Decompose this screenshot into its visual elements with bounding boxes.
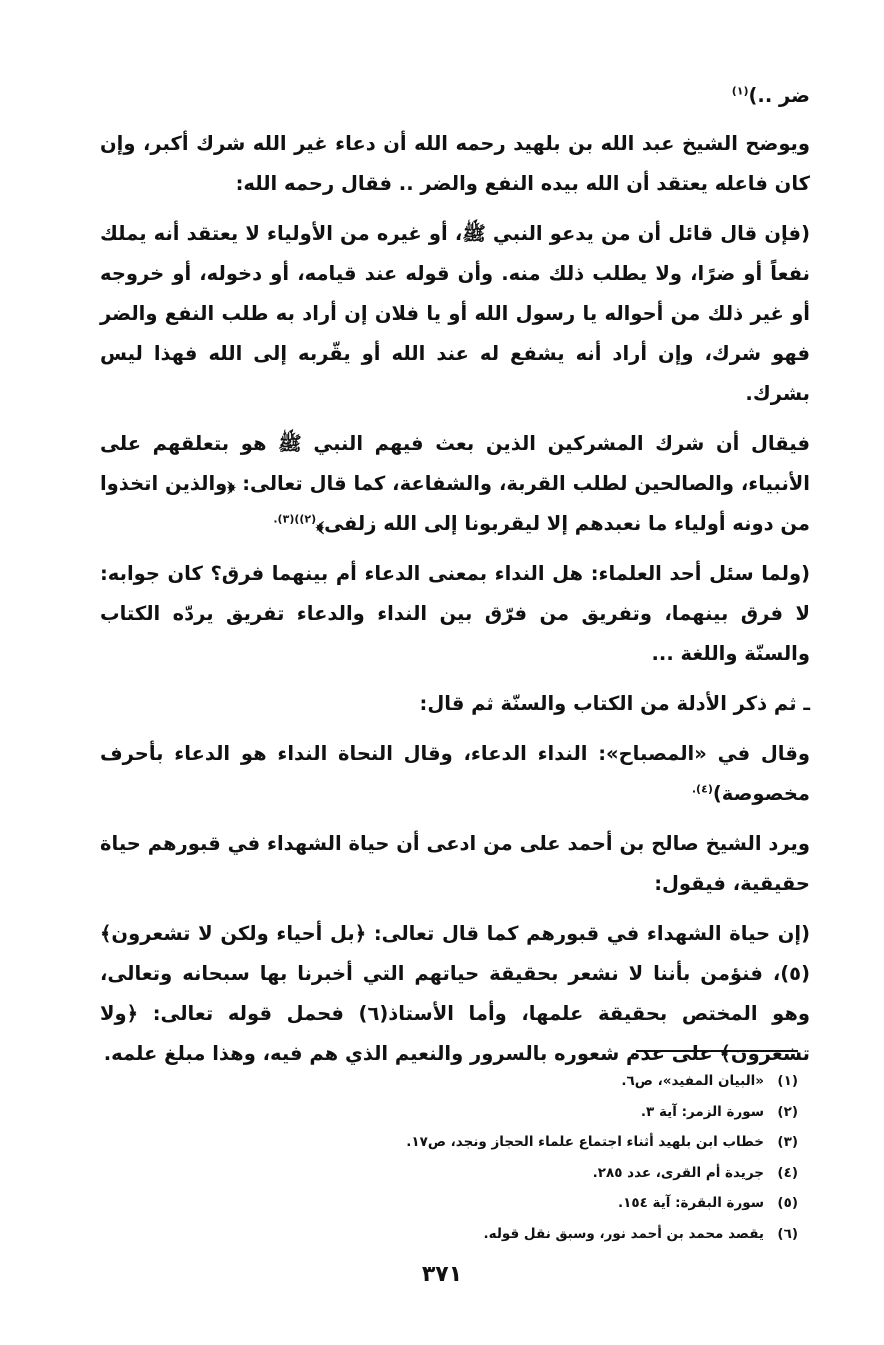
paragraph-5 bbox=[100, 554, 810, 674]
paragraph-text: ويرد الشيخ صالح بن أحمد على من ادعى أن حياة الشهداء في قبورهم حياة حقيقية، فيقول: bbox=[100, 832, 810, 895]
footnote-text: سورة البقرة: آية ١٥٤. bbox=[617, 1195, 764, 1211]
footnote-item bbox=[300, 1188, 798, 1219]
paragraph-3 bbox=[100, 214, 810, 414]
footnote-number: (١) bbox=[777, 1073, 798, 1089]
page-number: ٣٧١ bbox=[421, 1262, 463, 1287]
footnote-text: «البيان المفيد»، ص٦. bbox=[621, 1073, 764, 1089]
footnote-text: جريدة أم القرى، عدد ٢٨٥. bbox=[592, 1164, 764, 1181]
paragraph-text: ويوضح الشيخ عبد الله بن بلهيد رحمه الله أن دعاء غير الله شرك أكبر، وإن كان فاعله يعتقد أن الله بيده النفع والضر .. فقال رحمه الله: bbox=[100, 132, 810, 195]
paragraph-4 bbox=[100, 424, 810, 544]
paragraph-6 bbox=[100, 684, 810, 724]
footnote-divider bbox=[636, 1050, 798, 1052]
paragraph-text: ضر ..) bbox=[748, 84, 810, 107]
page-body bbox=[100, 76, 810, 1084]
paragraph-2 bbox=[100, 124, 810, 204]
paragraph-text: ـ ثم ذكر الأدلة من الكتاب والسنّة ثم قال: bbox=[419, 692, 810, 715]
footnote-number: (٢) bbox=[777, 1103, 798, 1120]
paragraph-8 bbox=[100, 824, 810, 904]
footnote-text: سورة الزمر: آية ٣. bbox=[640, 1103, 764, 1120]
footnote-number: (٥) bbox=[777, 1195, 798, 1211]
paragraph-1 bbox=[100, 76, 810, 116]
footnote-number: (٤) bbox=[777, 1164, 798, 1181]
paragraph-text: (ولما سئل أحد العلماء: هل النداء بمعنى الدعاء أم بينهما فرق؟ كان جوابه: لا فرق بينهما، وتفريق من فرّق بين النداء والدعاء تفريق يردّه الكتاب والسنّة واللغة ... bbox=[100, 562, 810, 665]
paragraph-text: وقال في «المصباح»: النداء الدعاء، وقال النحاة النداء هو الدعاء بأحرف مخصوصة) bbox=[100, 742, 810, 805]
paragraph-text: (فإن قال قائل أن من يدعو النبي ﷺ، أو غيره من الأولياء لا يعتقد أنه يملك نفعاً أو ضرًا، ولا يطلب ذلك منه. وأن قوله عند قيامه، أو دخوله، أو خروجه أو غير ذلك من أحواله يا رسول الله أو يا فلان إن أراد به طلب النفع والضر فهو شرك، وإن أراد أنه يشفع له عند الله أو يقّربه إلى الله فهذا ليس بشرك. bbox=[100, 222, 810, 405]
footnotes bbox=[300, 1066, 798, 1249]
footnote-text: خطاب ابن بلهيد أثناء اجتماع علماء الحجاز ونجد، ص١٧. bbox=[406, 1134, 764, 1150]
paragraph-7 bbox=[100, 734, 810, 814]
footnote-ref: (١) bbox=[731, 84, 749, 98]
footnote-item bbox=[300, 1097, 798, 1128]
paragraph-text: فيقال أن شرك المشركين الذين بعث فيهم النبي ﷺ هو بتعلقهم على الأنبياء، والصالحين لطلب القربة، والشفاعة، كما قال تعالى: ﴿والذين اتخذوا من دونه أولياء ما نعبدهم إلا ليقربونا إلى الله زلفى﴾ bbox=[100, 432, 810, 535]
footnote-number: (٣) bbox=[777, 1134, 798, 1150]
footnote-item bbox=[300, 1219, 798, 1250]
footnote-ref: (٤). bbox=[691, 782, 713, 796]
footnote-ref: (٢))(٣). bbox=[273, 512, 317, 526]
footnote-item bbox=[300, 1158, 798, 1189]
footnote-number: (٦) bbox=[777, 1225, 798, 1242]
footnote-text: يقصد محمد بن أحمد نور، وسبق نقل قوله. bbox=[483, 1225, 764, 1242]
paragraph-text: (إن حياة الشهداء في قبورهم كما قال تعالى: ﴿بل أحياء ولكن لا تشعرون﴾(٥)، فنؤمن بأننا لا نشعر بحقيقة حياتهم التي أخبرنا بها سبحانه وتعالى، وهو المختص بحقيقة علمها، وأما الأستاذ(٦) فحمل قوله تعالى: ﴿ولا تشعرون﴾ على عدم شعوره بالسرور والنعيم الذي هم فيه، وهذا مبلغ علمه. bbox=[100, 922, 811, 1065]
footnote-item bbox=[300, 1127, 798, 1158]
footnote-item bbox=[300, 1066, 798, 1097]
